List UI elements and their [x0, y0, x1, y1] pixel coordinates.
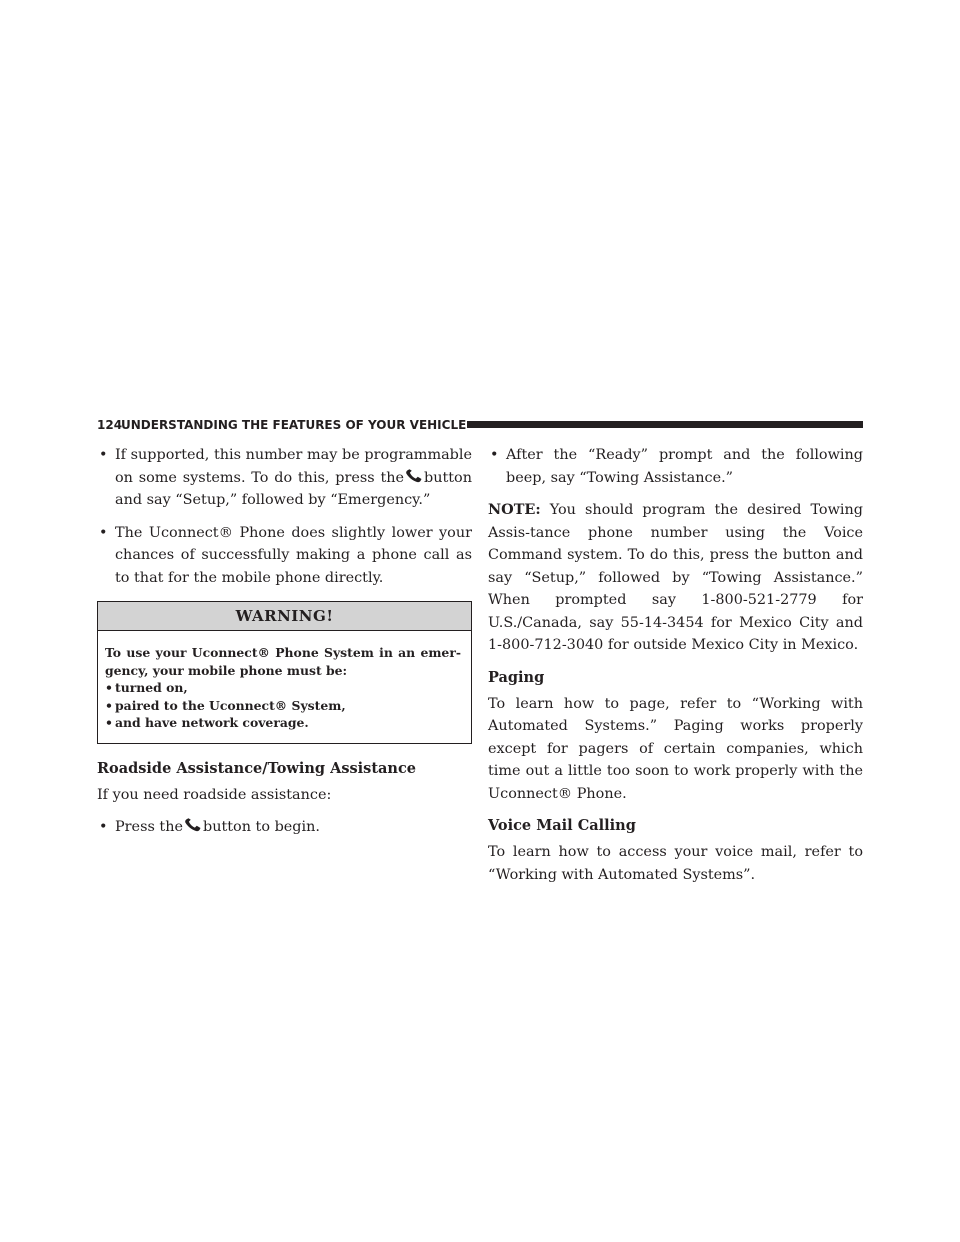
bullet-dot: • [99, 447, 108, 463]
warning-box [97, 601, 472, 744]
list-item [97, 522, 472, 590]
section-heading: Voice Mail Calling [488, 817, 636, 834]
phone-handset-icon [405, 469, 423, 483]
paragraph: To learn how to page, refer to “Working with Automated Systems.” Paging works properly except for pagers of certain companies, which time out a little too soon to work properly with the Uconnect® Phone. [488, 695, 863, 802]
warning-item: • turned on, [105, 680, 188, 696]
bullet-dot: • [105, 715, 113, 731]
bullet-text: After the “Ready” prompt and the following beep, say “Towing Assistance.” [506, 447, 863, 486]
list-item [488, 444, 863, 489]
section-heading: Roadside Assistance/Towing Assistance [97, 759, 417, 777]
header-rule [467, 421, 863, 428]
section-title: UNDERSTANDING THE FEATURES OF YOUR VEHICLE [121, 418, 467, 432]
left-column [97, 444, 472, 849]
warning-title: WARNING! [98, 602, 471, 631]
bullet-text: button to begin. [203, 819, 320, 836]
paragraph: To learn how to access your voice mail, refer to “Working with Automated Systems”. [488, 844, 863, 883]
section-heading: Paging [488, 668, 545, 686]
bullet-text: If supported, this number may be programmable on some systems. To do this, press the [115, 447, 472, 486]
note-label: NOTE: [488, 501, 541, 518]
bullet-text: The Uconnect® Phone does slightly lower your chances of successfully making a phone call as to that for the mobile phone directly. [115, 524, 472, 586]
warning-item: • and have network coverage. [105, 715, 309, 731]
page-header [97, 417, 863, 433]
warning-intro: To use your Uconnect® Phone System in an emer-gency, your mobile phone must be: [105, 645, 461, 678]
page-number: 124 [97, 418, 123, 432]
bullet-dot: • [490, 447, 499, 463]
paragraph: If you need roadside assistance: [97, 786, 332, 803]
warning-body [98, 631, 471, 743]
bullet-dot: • [105, 697, 113, 713]
bullet-dot: • [105, 680, 113, 696]
right-column [488, 444, 863, 896]
bullet-dot: • [99, 524, 108, 541]
list-item [97, 444, 472, 512]
bullet-text: Press the [115, 819, 183, 836]
warning-item: • paired to the Uconnect® System, [105, 697, 346, 713]
phone-handset-icon [184, 818, 202, 832]
bullet-text: button and say “Setup,” followed by “Emergency.” [115, 469, 472, 508]
note-paragraph [488, 499, 863, 657]
note-text: You should program the desired Towing Assis-tance phone number using the Voice Command system. To do this, press the button and say “Setup,” followed by “Towing Assistance.” When prompted say 1-800-521-2779 for U.S./Canada, say 55-14-3454 for Mexico City and 1-800-712-3040 for outside Mexico City in Mexico. [488, 502, 863, 653]
list-item [97, 816, 472, 839]
bullet-dot: • [99, 819, 108, 836]
